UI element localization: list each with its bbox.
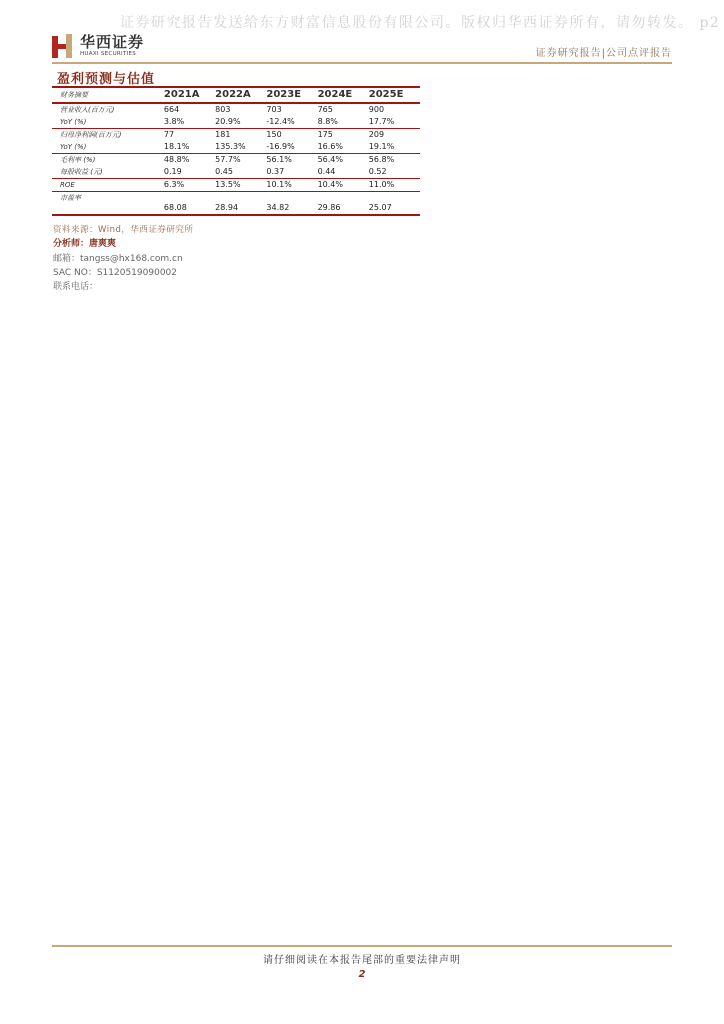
table-cell: 0.52 bbox=[368, 167, 387, 176]
table-row bbox=[52, 179, 420, 192]
table-cell: 17.7% bbox=[368, 117, 395, 126]
row-label: 每股收益 (元) bbox=[60, 168, 103, 176]
analyst-phone: 联系电话： bbox=[53, 282, 99, 292]
company-logo bbox=[52, 34, 144, 58]
table-cell: 8.8% bbox=[317, 117, 338, 126]
table-cell: 68.08 bbox=[164, 192, 215, 216]
table-header-cell: 2024E bbox=[318, 87, 369, 103]
table-header-cell: 2023E bbox=[266, 87, 317, 103]
huaxi-logo-icon bbox=[52, 34, 74, 58]
table-cell: 13.5% bbox=[215, 179, 266, 192]
logo-name-cn: 华西证券 bbox=[80, 32, 145, 51]
table-header-cell: 2021A bbox=[164, 87, 215, 103]
table-row bbox=[52, 154, 420, 167]
table-cell: 703 bbox=[266, 105, 282, 114]
footer-disclaimer: 请仔细阅读在本报告尾部的重要法律声明 bbox=[263, 955, 461, 966]
table-row bbox=[52, 103, 420, 116]
table-cell: 56.8% bbox=[369, 154, 420, 167]
table-cell: 0.44 bbox=[317, 167, 336, 176]
table-cell: 803 bbox=[215, 105, 231, 114]
header-divider bbox=[52, 62, 672, 64]
table-cell: 16.6% bbox=[317, 142, 343, 151]
table-cell: 48.8% bbox=[164, 154, 215, 167]
table-row bbox=[52, 141, 420, 154]
report-type-header: 证券研究报告|公司点评报告 bbox=[535, 48, 672, 59]
table-cell: 765 bbox=[317, 105, 333, 114]
watermark: 证券研究报告发送给东方财富信息股份有限公司。版权归华西证券所有，请勿转发。 p2 bbox=[120, 15, 721, 31]
table-cell: 11.0% bbox=[369, 179, 420, 192]
earnings-forecast-table bbox=[52, 86, 420, 216]
table-cell: 6.3% bbox=[164, 179, 215, 192]
table-cell: 57.7% bbox=[215, 154, 266, 167]
analyst-sac-number: SAC NO：S1120519090002 bbox=[53, 268, 177, 278]
table-cell: 209 bbox=[369, 129, 420, 142]
row-label: 市盈率 bbox=[52, 192, 164, 216]
table-cell: 900 bbox=[368, 105, 385, 114]
table-row bbox=[52, 166, 420, 179]
table-row bbox=[52, 129, 420, 142]
table-cell: 19.1% bbox=[368, 142, 395, 151]
table-cell: 10.4% bbox=[318, 179, 369, 192]
table-cell: 0.37 bbox=[266, 167, 285, 176]
table-header-cell: 财务摘要 bbox=[52, 87, 164, 103]
analyst-email: 邮箱：tangss@hx168.com.cn bbox=[53, 254, 183, 264]
table-cell: 77 bbox=[164, 129, 215, 142]
section-title: 盈利预测与估值 bbox=[57, 72, 156, 87]
table-cell: 135.3% bbox=[215, 142, 246, 151]
row-label: YoY (%) bbox=[60, 143, 87, 151]
table-row bbox=[52, 116, 420, 129]
table-header-row bbox=[52, 87, 420, 103]
logo-name-en: HUAXI SECURITIES bbox=[80, 50, 137, 57]
table-cell: 28.94 bbox=[215, 192, 266, 216]
table-cell: -12.4% bbox=[266, 117, 295, 126]
table-cell: 3.8% bbox=[163, 117, 185, 126]
row-label: 毛利率 (%) bbox=[52, 154, 164, 167]
row-label: ROE bbox=[52, 179, 164, 192]
table-cell: 34.82 bbox=[266, 192, 317, 216]
table-cell: 56.1% bbox=[266, 154, 317, 167]
table-row bbox=[52, 192, 420, 216]
analyst-name: 分析师：唐爽爽 bbox=[53, 239, 117, 249]
table-header-cell: 2022A bbox=[215, 87, 266, 103]
table-cell: 20.9% bbox=[215, 117, 241, 126]
table-cell: 18.1% bbox=[163, 142, 190, 151]
table-cell: 25.07 bbox=[369, 192, 420, 216]
table-cell: 175 bbox=[318, 129, 369, 142]
data-source-note: 资料来源：Wind，华西证券研究所 bbox=[53, 225, 194, 235]
table-cell: 56.4% bbox=[318, 154, 369, 167]
row-label: 归母净利润(百万元) bbox=[52, 129, 164, 142]
row-label: 营业收入(百万元) bbox=[60, 106, 115, 114]
page-number: 2 bbox=[358, 969, 366, 980]
table-cell: 10.1% bbox=[266, 179, 317, 192]
footer-divider bbox=[52, 945, 672, 947]
table-header-cell: 2025E bbox=[369, 87, 420, 103]
table-cell: 181 bbox=[215, 129, 266, 142]
table-cell: 0.45 bbox=[215, 167, 233, 176]
table-cell: 664 bbox=[163, 105, 180, 114]
table-cell: 150 bbox=[266, 129, 317, 142]
table-cell: 0.19 bbox=[163, 167, 182, 176]
table-cell: -16.9% bbox=[266, 142, 295, 151]
row-label: YoY (%) bbox=[60, 118, 87, 126]
table-cell: 29.86 bbox=[318, 192, 369, 216]
